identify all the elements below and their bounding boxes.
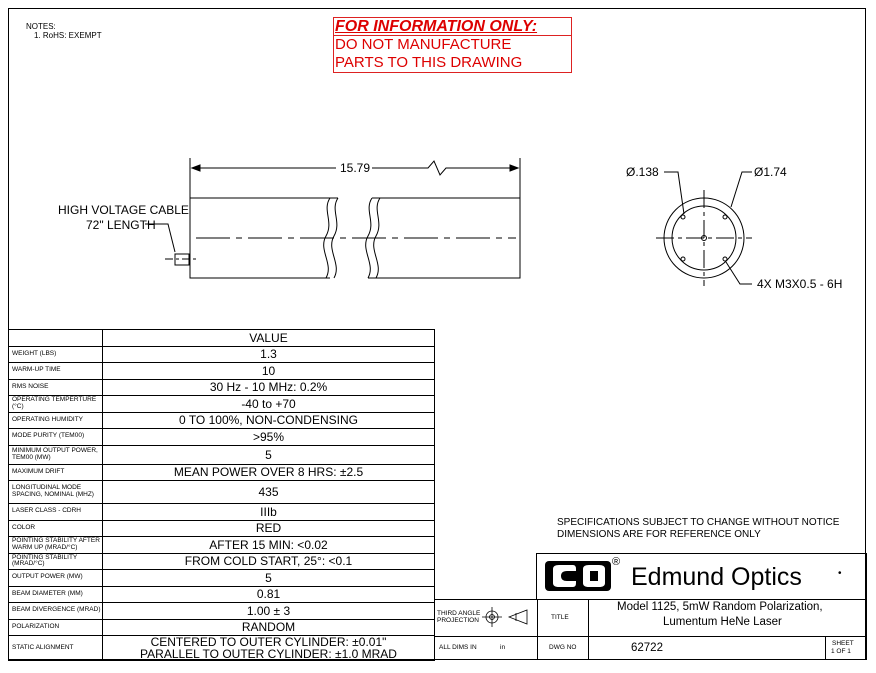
spec-label: COLOR	[9, 520, 103, 537]
title-label: TITLE	[551, 614, 569, 621]
outer-diameter-label: Ø1.74	[754, 165, 787, 179]
hole-diameter-label: Ø.138	[626, 165, 659, 179]
spec-value: PARALLEL TO OUTER CYLINDER: ±1.0 MRAD	[140, 647, 397, 661]
spec-label: MODE PURITY (TEM00)	[9, 429, 103, 446]
spec-value: 30 Hz - 10 MHz: 0.2%	[103, 379, 435, 396]
notice-line-2: DIMENSIONS ARE FOR REFERENCE ONLY	[557, 529, 761, 540]
dwg-no-value: 62722	[631, 642, 663, 654]
spec-value: >95%	[103, 429, 435, 446]
spec-label: OPERATING TEMPERTURE (°C)	[9, 396, 103, 413]
brand-name: Edmund Optics	[631, 563, 802, 591]
spec-value: 1.00 ± 3	[103, 603, 435, 620]
spec-value: CENTERED TO OUTER CYLINDER: ±0.01"	[150, 635, 387, 649]
spec-label: BEAM DIVERGENCE (MRAD)	[9, 603, 103, 620]
spec-label: POINTING STABILITY AFTER WARM UP (MRAD/°C)	[9, 537, 103, 554]
spec-label: LONGITUDINAL MODE SPACING, NOMINAL (MHZ)	[9, 481, 103, 504]
spec-value: AFTER 15 MIN: <0.02	[103, 537, 435, 554]
spec-label: WEIGHT (LBS)	[9, 346, 103, 363]
warning-title: FOR INFORMATION ONLY:	[334, 18, 571, 36]
notice-line-1: SPECIFICATIONS SUBJECT TO CHANGE WITHOUT NOTICE	[557, 517, 840, 528]
title-line-2: Lumentum HeNe Laser	[663, 616, 782, 628]
sheet-label: SHEET	[832, 640, 854, 647]
cable-length-label: 72" LENGTH	[86, 218, 156, 232]
cable-label: HIGH VOLTAGE CABLE	[58, 203, 189, 217]
warning-line-2: PARTS TO THIS DRAWING	[335, 54, 523, 71]
registered-mark: ®	[612, 556, 621, 568]
spec-label: STATIC ALIGNMENT	[9, 636, 103, 661]
all-dims-label: ALL DIMS IN	[439, 644, 477, 651]
spec-label: OUTPUT POWER (MW)	[9, 570, 103, 587]
spec-value: 0.81	[103, 586, 435, 603]
spec-value: FROM COLD START, 25°: <0.1	[103, 553, 435, 570]
spec-label: POINTING STABILITY (MRAD/°C)	[9, 553, 103, 570]
length-dimension: 15.79	[340, 161, 371, 175]
spec-label: MAXIMUM DRIFT	[9, 464, 103, 481]
brand-dot: •	[838, 568, 842, 579]
units-value: in	[500, 644, 506, 651]
spec-value: 10	[103, 363, 435, 380]
spec-label: LASER CLASS - CDRH	[9, 504, 103, 521]
spec-value: -40 to +70	[103, 396, 435, 413]
spec-value: 5	[103, 445, 435, 464]
header-value: VALUE	[103, 330, 435, 347]
spec-label: OPERATING HUMIDITY	[9, 412, 103, 429]
spec-value: 1.3	[103, 346, 435, 363]
dwg-no-cell	[588, 636, 826, 660]
spec-label: BEAM DIAMETER (MM)	[9, 586, 103, 603]
title-line-1: Model 1125, 5mW Random Polarization,	[617, 601, 823, 613]
sheet-value: 1 OF 1	[831, 648, 851, 655]
warning-line-1: DO NOT MANUFACTURE	[335, 36, 512, 53]
spec-value: 0 TO 100%, NON-CONDENSING	[103, 412, 435, 429]
note-item: 1. RoHS: EXEMPT	[34, 31, 102, 40]
spec-value: IIIb	[103, 504, 435, 521]
spec-label: WARM-UP TIME	[9, 363, 103, 380]
spec-value: RANDOM	[103, 619, 435, 636]
spec-label: RMS NOISE	[9, 379, 103, 396]
notes-title: NOTES:	[26, 22, 56, 31]
dwg-no-label: DWG NO	[549, 644, 577, 651]
thread-callout: 4X M3X0.5 - 6H	[757, 277, 843, 291]
spec-value: 435	[103, 481, 435, 504]
spec-value: MEAN POWER OVER 8 HRS: ±2.5	[103, 464, 435, 481]
spec-value: 5	[103, 570, 435, 587]
spec-value: RED	[103, 520, 435, 537]
projection-label-1: THIRD ANGLE	[437, 610, 481, 617]
spec-label: MINIMUM OUTPUT POWER, TEM00 (MW)	[9, 445, 103, 464]
projection-label-2: PROJECTION	[437, 617, 479, 624]
spec-label: POLARIZATION	[9, 619, 103, 636]
